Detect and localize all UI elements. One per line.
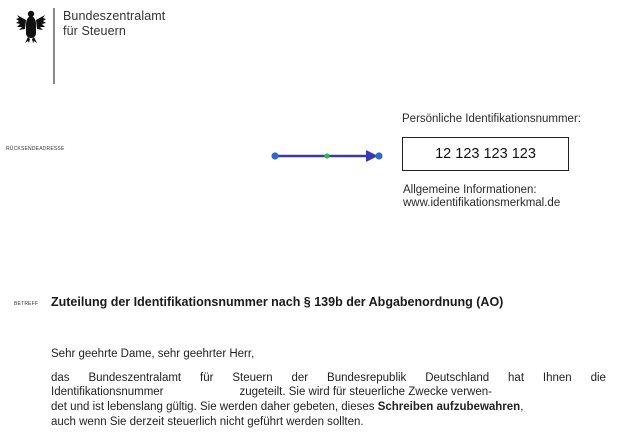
arrow-start-handle[interactable]: [271, 152, 278, 159]
id-number-label: Persönliche Identifikationsnummer:: [402, 113, 581, 125]
agency-name-line2: für Steuern: [63, 24, 126, 38]
return-address-label: RÜCKSENDEADRESSE: [6, 146, 65, 152]
federal-eagle-icon: [16, 9, 46, 43]
body-word: Bundesrepublik: [327, 372, 407, 384]
body-word: Deutschland: [425, 372, 490, 384]
body-line-2-start: Identifikationsnummer: [51, 386, 164, 398]
body-line-2: [51, 386, 606, 398]
id-number-value: 12 123 123 123: [435, 146, 536, 162]
body-word: Steuern: [232, 372, 273, 384]
body-line-4: auch wenn Sie derzeit steuerlich nicht geführt werden sollten.: [51, 416, 364, 428]
body-word: die: [590, 372, 606, 384]
arrow-end-handle[interactable]: [375, 152, 382, 159]
body-word: das: [51, 372, 70, 384]
body-word: Ihnen: [542, 372, 572, 384]
subject-label: BETREFF: [14, 301, 39, 307]
arrow-right-icon[interactable]: [268, 146, 388, 166]
body-line-1: [51, 372, 606, 384]
agency-name-line1: Bundeszentralamt: [63, 9, 166, 23]
general-info-label: Allgemeine Informationen:: [403, 184, 537, 196]
body-line-3-end: ,: [520, 401, 524, 413]
body-line-2-end: zugeteilt. Sie wird für steuerliche Zwecke verwen-: [239, 386, 492, 398]
body-word: Bundeszentralamt: [88, 372, 182, 384]
id-number-box: [402, 137, 569, 171]
header-divider: [53, 8, 55, 84]
body-line-3: [51, 401, 606, 413]
arrow-mid-handle[interactable]: [324, 153, 329, 158]
subject-text: Zuteilung der Identifikationsnummer nach § 139b der Abgabenordnung (AO): [51, 295, 504, 309]
body-word: für: [200, 372, 214, 384]
info-website-link[interactable]: www.identifikationsmerkmal.de: [403, 197, 561, 209]
salutation: Sehr geehrte Dame, sehr geehrter Herr,: [51, 348, 255, 360]
body-line-3-start: det und ist lebenslang gültig. Sie werden daher gebeten, dieses: [51, 401, 378, 413]
body-word: hat: [508, 372, 525, 384]
body-line-3-emphasis: Schreiben aufzubewahren: [377, 401, 521, 413]
body-word: der: [291, 372, 309, 384]
